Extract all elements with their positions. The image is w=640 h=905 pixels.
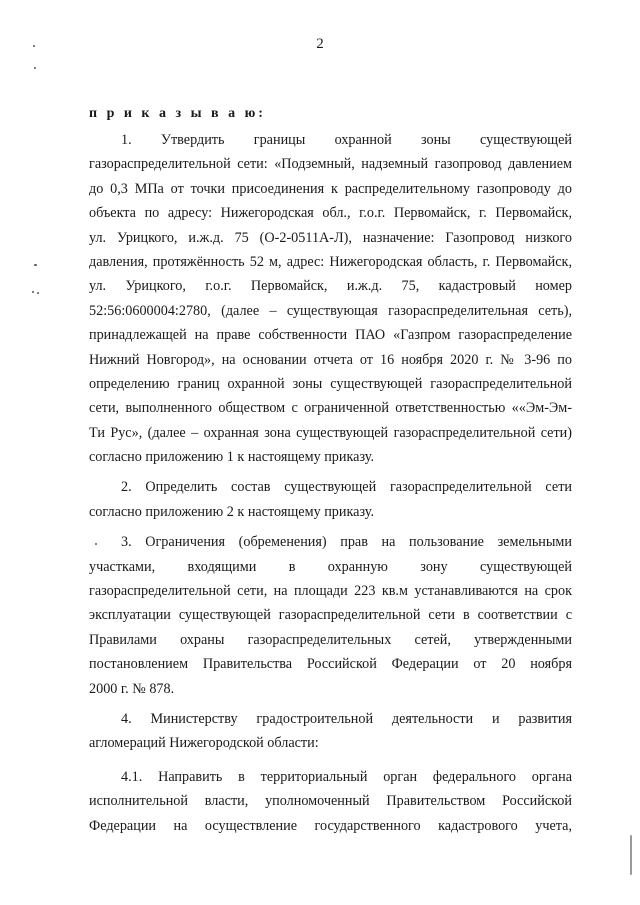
text-line: 2. Определить состав существующей газораспределительной сети [121, 479, 572, 496]
scan-speck [630, 835, 632, 875]
text-line: Федерации на осуществление государственного кадастрового учета, [89, 817, 572, 834]
text-line: 3. Ограничения (обременения) прав на пользование земельными [121, 534, 572, 551]
text-line: объекта по адресу: Нижегородская обл., г.о.г. Первомайск, г. Первомайск, [89, 205, 572, 222]
text-line: 4. Министерству градостроительной деятельности и развития [121, 710, 572, 727]
text-line: газораспределительной сети: «Подземный, надземный газопровод давлением [89, 156, 572, 173]
text-line: 1. Утвердить границы охранной зоны существующей [121, 132, 572, 148]
text-line: согласно приложению 2 к настоящему приказу. [89, 503, 374, 520]
text-line: Ти Рус», (далее – охранная зона существующей газораспределительной сети) [89, 424, 572, 441]
scan-speck [95, 543, 97, 545]
text-line: агломераций Нижегородской области: [89, 735, 319, 752]
text-line: сети, выполненного обществом с ограниченной ответственностью ««Эм-Эм- [89, 400, 572, 417]
scan-speck [37, 292, 39, 294]
text-line: принадлежащей на праве собственности ПАО «Газпром газораспределение [89, 327, 572, 344]
text-line: исполнительной власти, уполномоченный Правительством Российской [89, 793, 572, 810]
scan-speck [34, 264, 37, 266]
text-line: согласно приложению 1 к настоящему приказу. [89, 449, 374, 466]
text-line: газораспределительной сети, на площади 223 кв.м устанавливаются на срок [89, 583, 572, 600]
scan-speck [34, 67, 36, 69]
text-line: ул. Урицкого, и.ж.д. 75 (О-2-0511А-Л), назначение: Газопровод низкого [89, 229, 572, 246]
text-line: давления, протяжённость 52 м, адрес: Нижегородская область, г. Первомайск, [89, 253, 572, 270]
text-line: постановлением Правительства Российской Федерации от 20 ноября [89, 656, 572, 673]
scan-speck [33, 45, 35, 47]
text-line: эксплуатации существующей газораспределительной сети в соответствии с [89, 607, 572, 624]
text-line: до 0,3 МПа от точки присоединения к распределительному газопроводу до [89, 180, 572, 197]
text-line: 52:56:0600004:2780, (далее – существующая газораспределительная сеть), [89, 302, 572, 319]
document-body [89, 128, 572, 838]
text-line: Нижний Новгород», на основании отчета от 16 ноября 2020 г. № 3-96 по [89, 351, 572, 368]
text-line: ул. Урицкого, г.о.г. Первомайск, и.ж.д. 75, кадастровый номер [89, 278, 572, 295]
text-line: участками, входящими в охранную зону существующей [89, 558, 572, 575]
text-line: Правилами охраны газораспределительных сетей, утвержденными [89, 631, 572, 648]
page-number: 2 [316, 36, 324, 52]
text-line: определению границ охранной зоны существующей газораспределительной [89, 375, 572, 392]
text-line: 2000 г. № 878. [89, 680, 175, 697]
text-line: 4.1. Направить в территориальный орган федерального органа [121, 768, 572, 785]
scan-speck [32, 291, 34, 293]
order-heading: п р и к а з ы в а ю: [89, 106, 266, 121]
